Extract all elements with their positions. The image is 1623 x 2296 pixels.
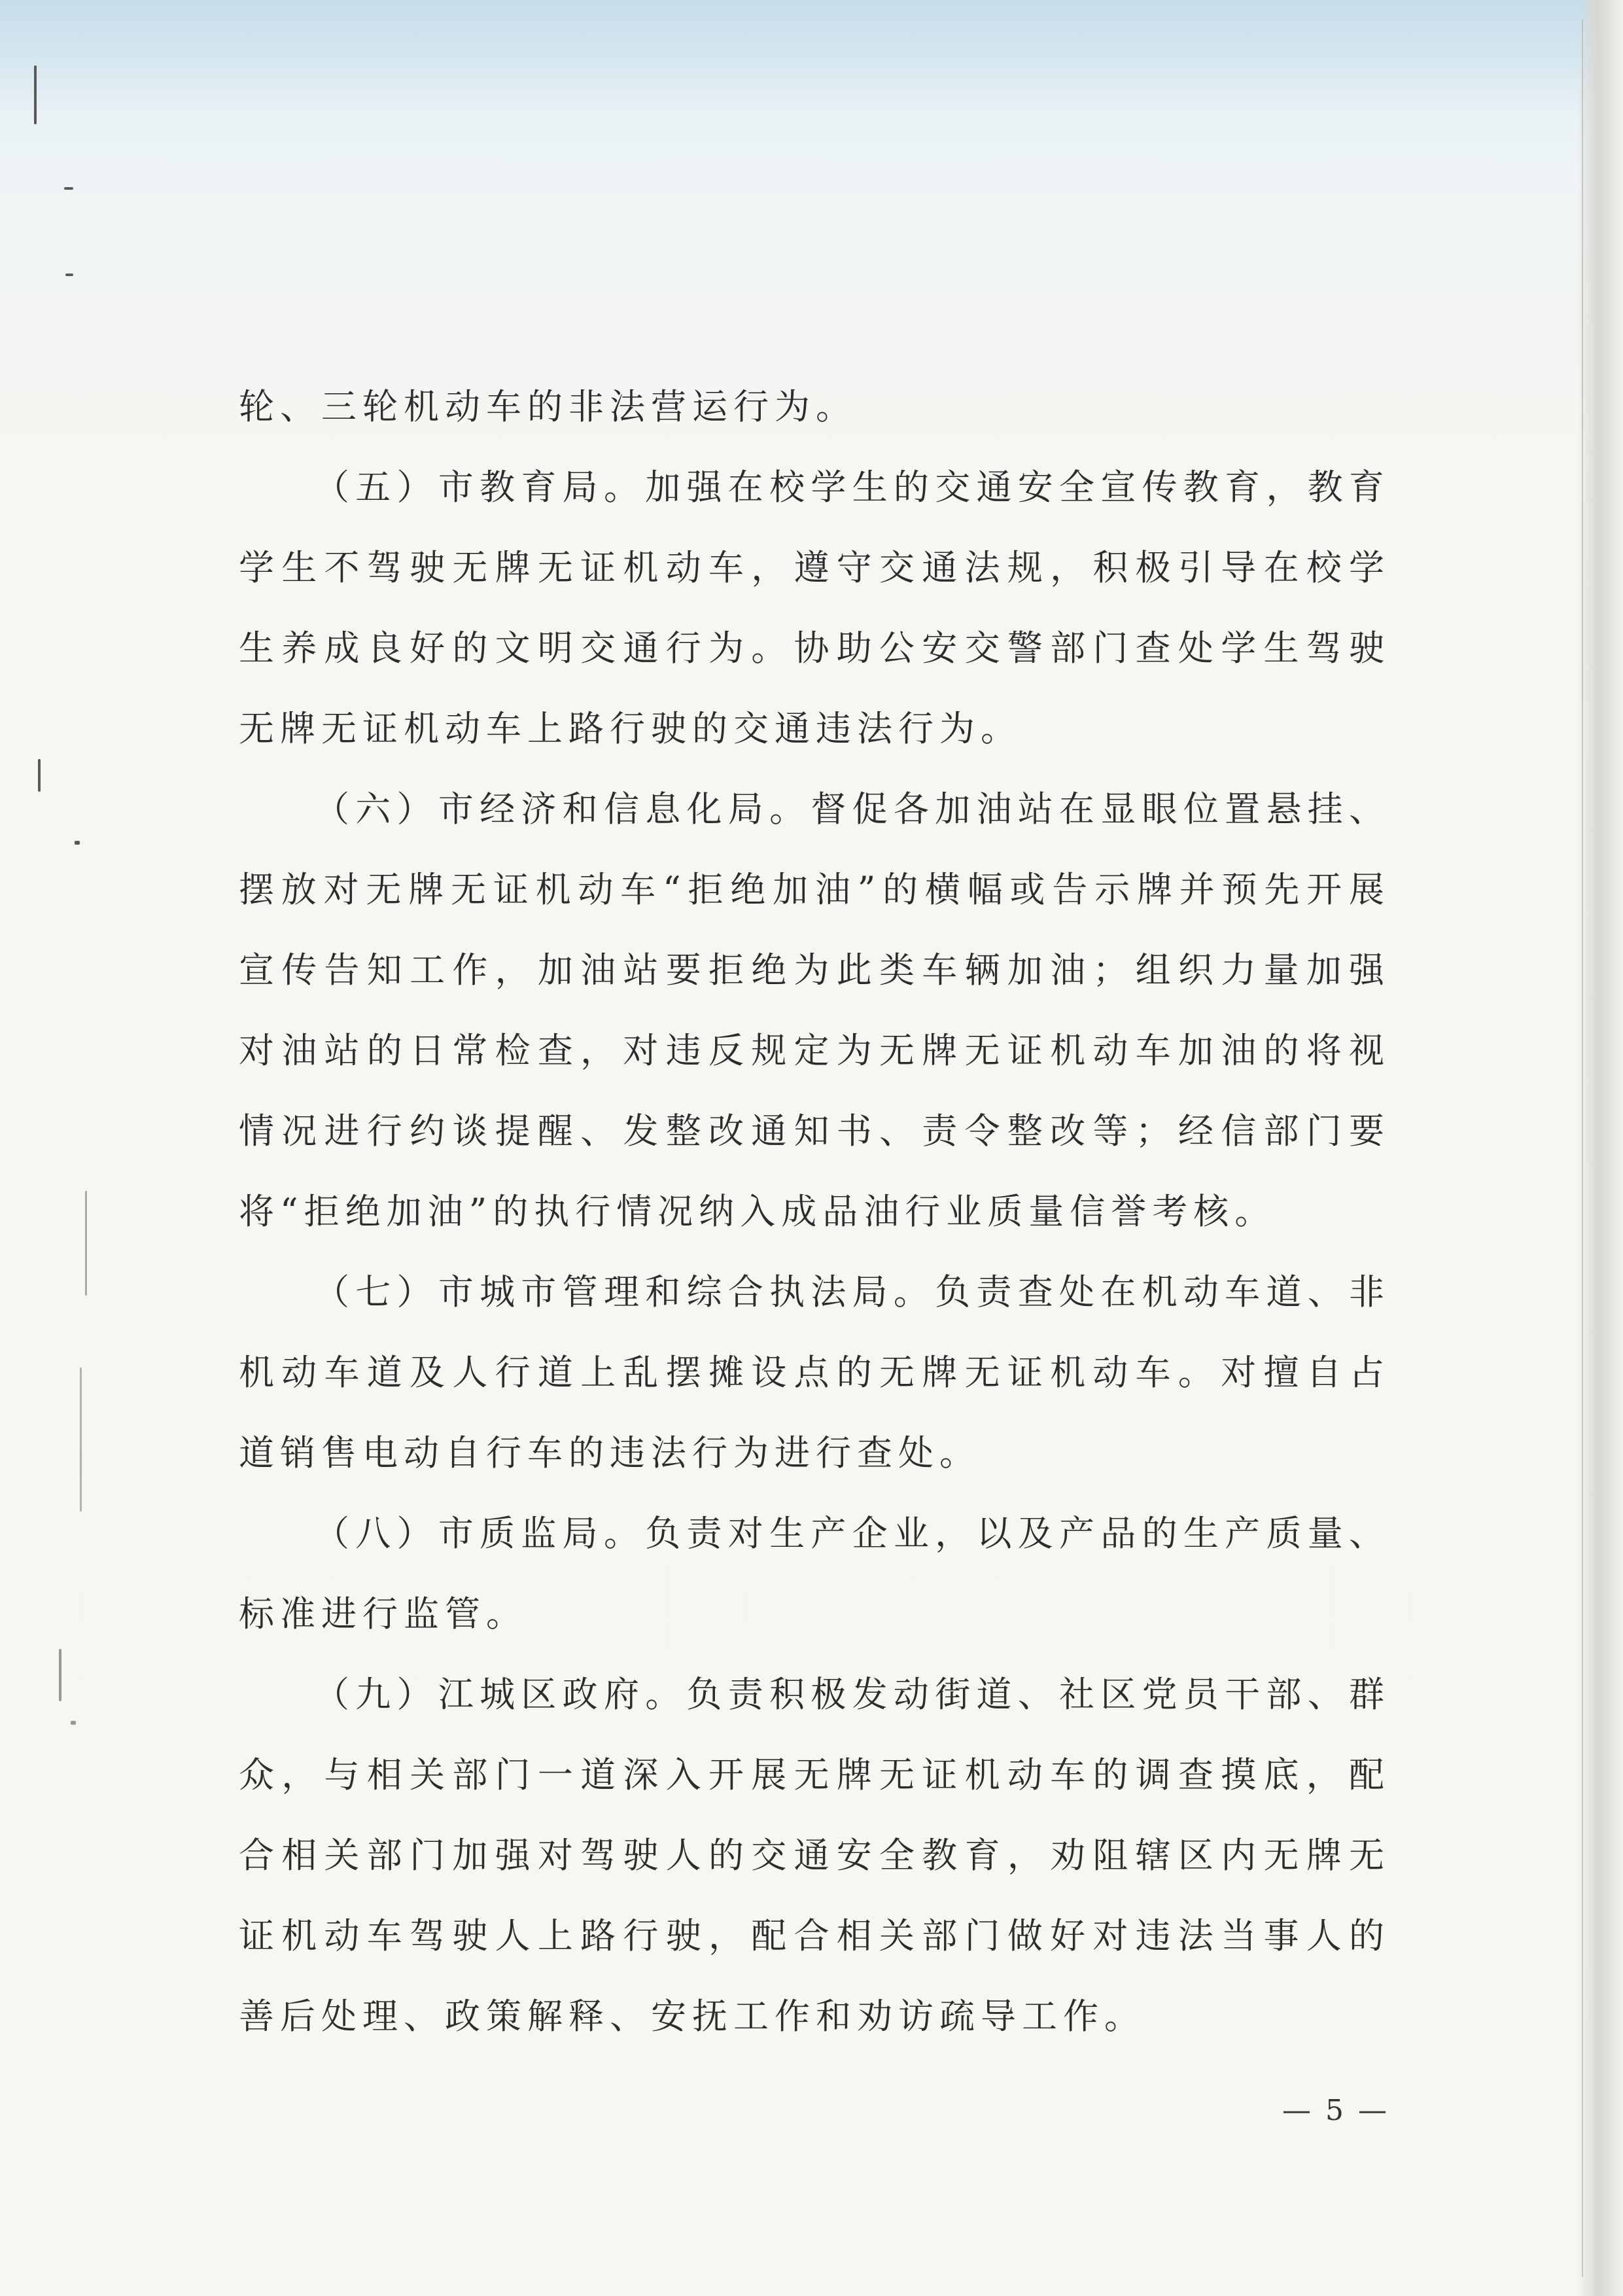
- paragraph-jiangcheng-district-government: （九）江城区政府。负责积极发动街道、社区党员干部、群众，与相关部门一道深入开展无牌无证机动车的调查摸底，配合相关部门加强对驾驶人的交通安全教育，劝阻辖区内无牌无证机动车驾驶人上路行驶，配合相关部门做好对违法当事人的善后处理、政策解释、安抚工作和劝访疏导工作。: [239, 1674, 1390, 2037]
- binding-mark: [64, 187, 73, 190]
- binding-mark: [65, 274, 73, 276]
- binding-mark: [85, 1191, 87, 1296]
- paragraph-education-bureau: （五）市教育局。加强在校学生的交通安全宣传教育，教育学生不驾驶无牌无证机动车，遵守交通法规，积极引导在校学生养成良好的文明交通行为。协助公安交警部门查处学生驾驶无牌无证机动车上路行驶的交通违法行为。: [239, 467, 1390, 749]
- page-number: — 5 —: [1282, 2094, 1389, 2127]
- scan-right-edge: [1577, 0, 1623, 2296]
- binding-hole-marks: [33, 65, 92, 1767]
- binding-mark: [38, 759, 41, 792]
- binding-mark: [34, 65, 37, 124]
- scan-top-shade: [0, 0, 1623, 111]
- paragraph-urban-management-bureau: （七）市城市管理和综合执法局。负责查处在机动车道、非机动车道及人行道上乱摆摊设点的无牌无证机动车。对擅自占道销售电动自行车的违法行为进行查处。: [239, 1271, 1390, 1474]
- paragraph-continuation: 轮、三轮机动车的非法营运行为。: [239, 386, 857, 427]
- binding-mark: [80, 1368, 82, 1511]
- scan-fold-line: [1582, 20, 1583, 2277]
- paragraph-quality-supervision-bureau: （八）市质监局。负责对生产企业，以及产品的生产质量、标准进行监管。: [239, 1513, 1390, 1634]
- document-body: [239, 366, 1390, 2057]
- binding-mark: [71, 1721, 76, 1725]
- binding-mark: [75, 841, 80, 845]
- binding-mark: [59, 1649, 61, 1701]
- paragraph-economy-it-bureau: （六）市经济和信息化局。督促各加油站在显眼位置悬挂、摆放对无牌无证机动车“拒绝加油”的横幅或告示牌并预先开展宣传告知工作，加油站要拒绝为此类车辆加油；组织力量加强对油站的日常检查，对违反规定为无牌无证机动车加油的将视情况进行约谈提醒、发整改通知书、责令整改等；经信部门要将“拒绝加油”的执行情况纳入成品油行业质量信誉考核。: [239, 788, 1390, 1232]
